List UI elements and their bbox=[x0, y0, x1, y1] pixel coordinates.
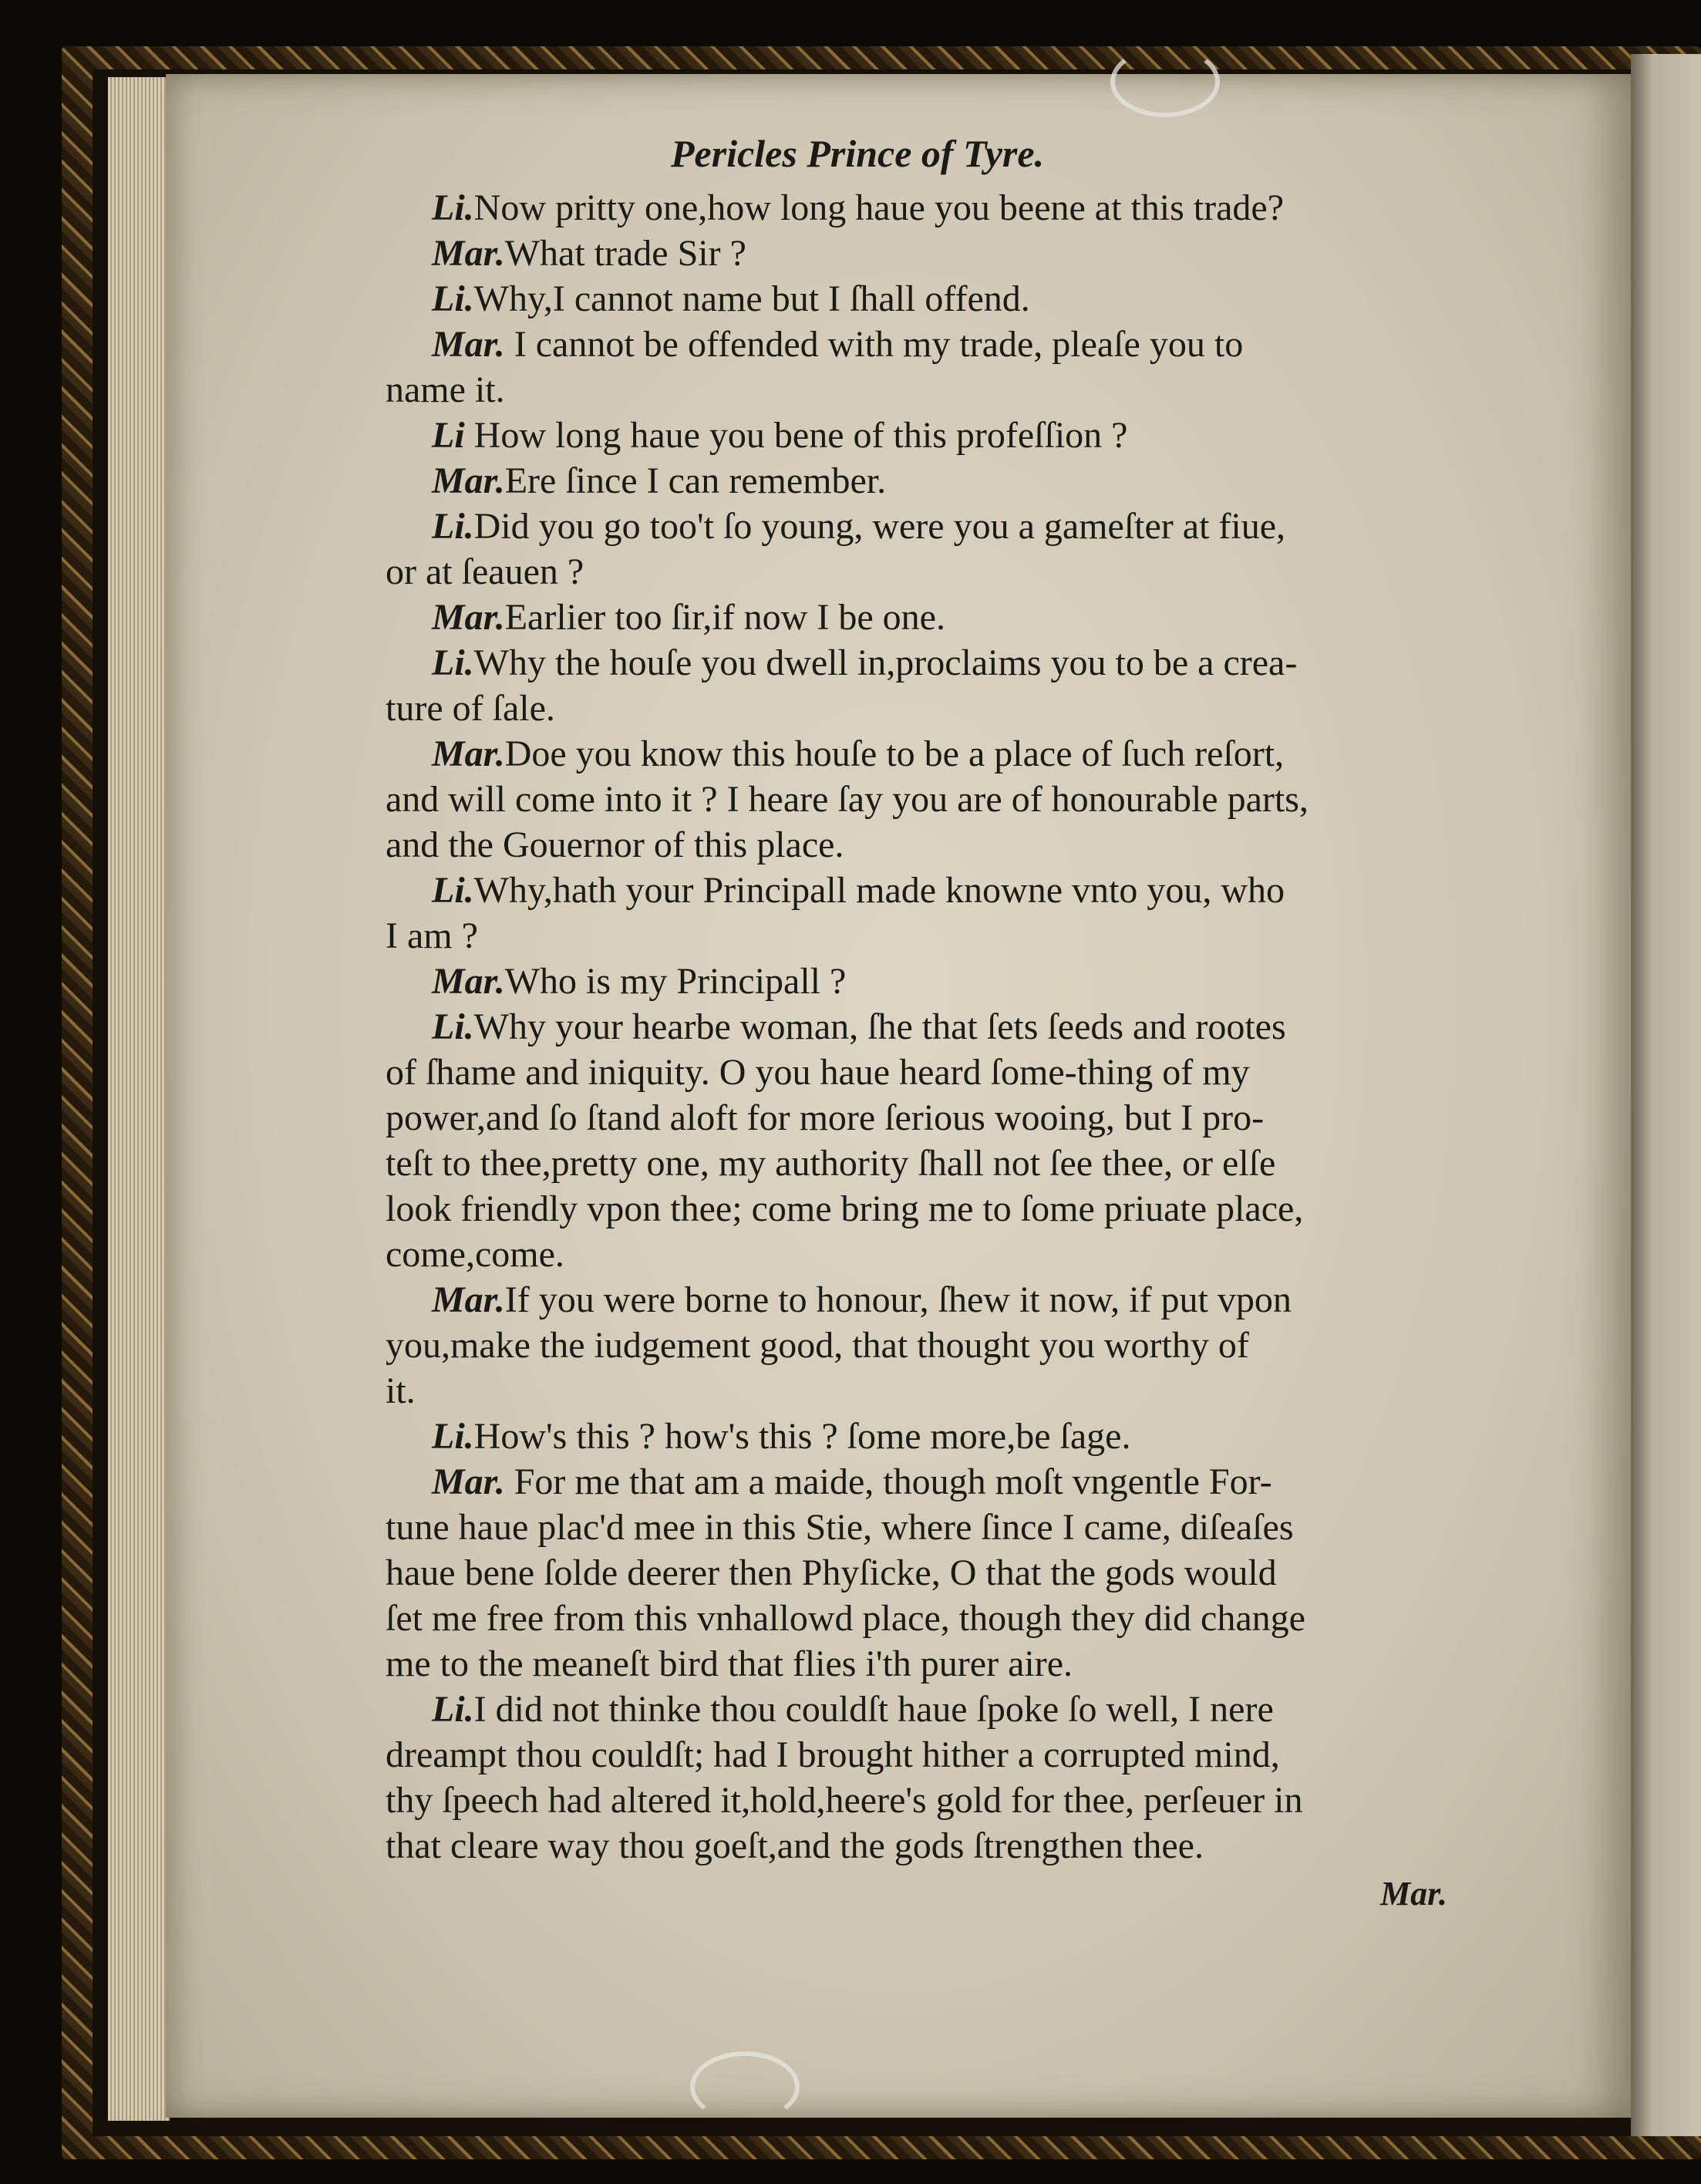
facing-page-edge bbox=[1631, 54, 1701, 2136]
text-line bbox=[386, 231, 1465, 276]
text-line bbox=[386, 322, 1465, 367]
speaker-prefix: Mar. bbox=[432, 1279, 505, 1320]
line-text: Why,hath your Principall made knowne vnto you, who bbox=[473, 870, 1285, 911]
speaker-prefix: Mar. bbox=[432, 460, 505, 501]
text-line bbox=[386, 686, 1465, 731]
line-text: me to the meaneſt bird that flies i'th purer aire. bbox=[386, 1643, 1073, 1684]
speaker-prefix: Li. bbox=[432, 642, 474, 683]
text-line bbox=[386, 1505, 1465, 1550]
line-text: thy ſpeech had altered it,hold,heere's gold for thee, perſeuer in bbox=[386, 1780, 1303, 1821]
text-line bbox=[386, 640, 1465, 686]
text-line bbox=[386, 1778, 1465, 1823]
line-text: Why,I cannot name but I ſhall offend. bbox=[473, 278, 1030, 319]
line-text: Now pritty one,how long haue you beene at this trade? bbox=[473, 187, 1285, 228]
line-text: ſet me free from this vnhallowd place, though they did change bbox=[386, 1598, 1305, 1639]
text-line bbox=[386, 1323, 1465, 1368]
text-line bbox=[386, 1414, 1465, 1459]
text-line bbox=[386, 731, 1465, 777]
line-text: it. bbox=[386, 1370, 416, 1411]
text-line bbox=[386, 1550, 1465, 1596]
play-text bbox=[386, 185, 1465, 1869]
line-text: ture of ſale. bbox=[386, 688, 555, 729]
text-line bbox=[386, 913, 1465, 959]
text-line bbox=[386, 1232, 1465, 1277]
speaker-prefix: Li bbox=[432, 415, 465, 456]
line-text: Who is my Principall ? bbox=[504, 961, 847, 1002]
line-text: Earlier too ſir,if now I be one. bbox=[504, 597, 945, 638]
speaker-prefix: Mar. bbox=[432, 1461, 505, 1502]
line-text: that cleare way thou goeſt,and the gods ſtrengthen thee. bbox=[386, 1825, 1204, 1866]
text-line bbox=[386, 1459, 1465, 1505]
catchword: Mar. bbox=[1380, 1875, 1447, 1913]
line-text: tune haue plac'd mee in this Stie, where ſince I came, diſeaſes bbox=[386, 1507, 1294, 1548]
line-text: I am ? bbox=[386, 915, 478, 956]
text-line bbox=[386, 777, 1465, 822]
text-line bbox=[386, 549, 1465, 595]
text-line bbox=[386, 185, 1465, 231]
speaker-prefix: Mar. bbox=[432, 233, 505, 274]
text-line bbox=[386, 1050, 1465, 1095]
speaker-prefix: Li. bbox=[432, 1006, 474, 1047]
text-line bbox=[386, 595, 1465, 640]
text-line bbox=[386, 276, 1465, 322]
text-line bbox=[386, 1368, 1465, 1414]
speaker-prefix: Mar. bbox=[432, 733, 505, 774]
line-text: you,make the iudgement good, that thought you worthy of bbox=[386, 1325, 1249, 1366]
page-clip-top bbox=[1110, 46, 1220, 117]
speaker-prefix: Li. bbox=[432, 278, 474, 319]
line-text: Ere ſince I can remember. bbox=[504, 460, 887, 501]
page-clip-bottom bbox=[690, 2051, 800, 2122]
line-text: Doe you know this houſe to be a place of ſuch reſort, bbox=[504, 733, 1285, 774]
speaker-prefix: Li. bbox=[432, 506, 474, 547]
speaker-prefix: Li. bbox=[432, 1416, 474, 1457]
speaker-prefix: Mar. bbox=[432, 597, 505, 638]
line-text: How long haue you bene of this profeſſion ? bbox=[464, 415, 1128, 456]
line-text: and will come into it ? I heare ſay you are of honourable parts, bbox=[386, 779, 1309, 820]
page-edges bbox=[108, 77, 170, 2121]
text-line bbox=[386, 1277, 1465, 1323]
line-text: dreampt thou couldſt; had I brought hither a corrupted mind, bbox=[386, 1734, 1280, 1775]
text-line bbox=[386, 1095, 1465, 1141]
line-text: How's this ? how's this ? ſome more,be ſage. bbox=[473, 1416, 1131, 1457]
text-line bbox=[386, 504, 1465, 549]
line-text: I cannot be offended with my trade, pleaſe you to bbox=[504, 324, 1244, 365]
line-text: teſt to thee,pretty one, my authority ſhall not ſee thee, or elſe bbox=[386, 1143, 1276, 1184]
text-line bbox=[386, 1732, 1465, 1778]
text-line bbox=[386, 1823, 1465, 1869]
line-text: or at ſeauen ? bbox=[386, 551, 584, 592]
line-text: come,come. bbox=[386, 1234, 564, 1275]
text-line bbox=[386, 868, 1465, 913]
text-line bbox=[386, 413, 1465, 458]
line-text: Did you go too't ſo young, were you a gameſter at fiue, bbox=[473, 506, 1286, 547]
text-line bbox=[386, 458, 1465, 504]
line-text: and the Gouernor of this place. bbox=[386, 824, 844, 865]
line-text: look friendly vpon thee; come bring me to ſome priuate place, bbox=[386, 1188, 1304, 1229]
text-line bbox=[386, 959, 1465, 1004]
line-text: power,and ſo ſtand aloft for more ſerious wooing, but I pro- bbox=[386, 1097, 1265, 1138]
text-line bbox=[386, 1687, 1465, 1732]
speaker-prefix: Mar. bbox=[432, 961, 505, 1002]
line-text: I did not thinke thou couldſt haue ſpoke ſo well, I nere bbox=[473, 1689, 1274, 1730]
text-line bbox=[386, 367, 1465, 413]
running-head: Pericles Prince of Tyre. bbox=[671, 132, 1045, 175]
speaker-prefix: Li. bbox=[432, 1689, 474, 1730]
speaker-prefix: Li. bbox=[432, 187, 474, 228]
line-text: What trade Sir ? bbox=[504, 233, 746, 274]
line-text: For me that am a maide, though moſt vngentle For- bbox=[504, 1461, 1272, 1502]
line-text: Why your hearbe woman, ſhe that ſets ſeeds and rootes bbox=[473, 1006, 1286, 1047]
text-line bbox=[386, 1596, 1465, 1641]
speaker-prefix: Li. bbox=[432, 870, 474, 911]
line-text: of ſhame and iniquity. O you haue heard ſome-thing of my bbox=[386, 1052, 1250, 1093]
text-line bbox=[386, 1141, 1465, 1186]
text-line bbox=[386, 1641, 1465, 1687]
line-text: name it. bbox=[386, 369, 505, 410]
line-text: Why the houſe you dwell in,proclaims you to be a crea- bbox=[473, 642, 1298, 683]
line-text: If you were borne to honour, ſhew it now, if put vpon bbox=[504, 1279, 1292, 1320]
text-line bbox=[386, 822, 1465, 868]
line-text: haue bene ſolde deerer then Phyſicke, O that the gods would bbox=[386, 1552, 1277, 1593]
speaker-prefix: Mar. bbox=[432, 324, 505, 365]
text-line bbox=[386, 1186, 1465, 1232]
text-line bbox=[386, 1004, 1465, 1050]
